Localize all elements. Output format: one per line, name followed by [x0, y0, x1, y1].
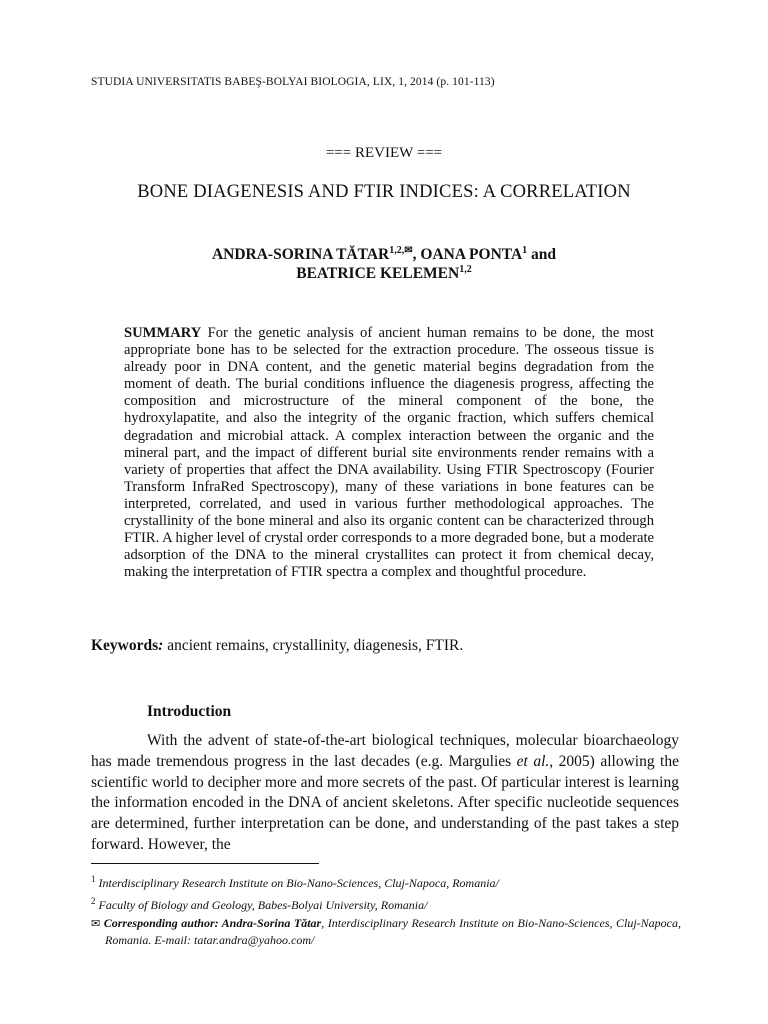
author-1-name: ANDRA-SORINA TĂTAR [211, 246, 390, 263]
author-and: and [527, 246, 557, 263]
author-1-affiliation: 1,2,✉ [389, 244, 413, 256]
keywords [91, 637, 463, 655]
footnote-corresponding-author [91, 916, 681, 947]
envelope-icon: ✉ [91, 918, 101, 931]
author-2-name: OANA PONTA [420, 246, 523, 263]
footnote-1-text: Interdisciplinary Research Institute on Bio-Nano-Sciences, Cluj-Napoca, Romania/ [98, 876, 499, 890]
footnote-1-mark: 1 [91, 874, 96, 884]
footnote-1 [91, 872, 681, 891]
footnote-2 [91, 894, 681, 913]
author-3-name: BEATRICE KELEMEN [296, 265, 460, 282]
intro-citation-etal: et al. [516, 752, 550, 770]
intro-text-part-2: , 2005) allowing the scientific world to decipher more and more secrets of the past. Of particular interest is learning the information encoded in the DNA of ancient skeletons. After specific nucleotide sequences are determined, further interpretation can be done, and understanding of the past takes a step forward. However, the [91, 752, 679, 853]
paper-title: BONE DIAGENESIS AND FTIR INDICES: A CORRELATION [137, 182, 631, 202]
footnote-divider [91, 863, 319, 864]
keywords-text: ancient remains, crystallinity, diagenesis, FTIR. [167, 637, 464, 654]
journal-header: STUDIA UNIVERSITATIS BABEŞ-BOLYAI BIOLOGIA, LIX, 1, 2014 (p. 101-113) [91, 76, 495, 88]
intro-text-part-1: With the advent of state-of-the-art biological techniques, molecular bioarchaeology has made tremendous progress in the last decades (e.g. Margulies [91, 732, 679, 770]
introduction-paragraph [91, 731, 679, 856]
author-2-affiliation: 1 [522, 244, 528, 256]
author-3-affiliation: 1,2 [459, 263, 472, 275]
author-separator: , [412, 246, 421, 263]
author-list [0, 245, 768, 283]
section-heading-introduction: Introduction [147, 703, 232, 720]
footnote-2-text: Faculty of Biology and Geology, Babes-Bolyai University, Romania/ [98, 898, 428, 913]
keywords-colon: : [158, 637, 164, 654]
introduction-body [91, 731, 679, 856]
section-label: === REVIEW === [325, 145, 443, 161]
footnote-2-mark: 2 [91, 896, 96, 907]
footnotes [91, 872, 681, 951]
keywords-label: Keywords [91, 637, 159, 654]
abstract [124, 325, 654, 581]
abstract-label: SUMMARY [124, 325, 202, 341]
abstract-text: For the genetic analysis of ancient human remains to be done, the most appropriate bone has to be selected for the extraction procedure. The osseous tissue is already poor in DNA content, and the genetic material begins degradation from the moment of death. The burial conditions influence the diagenesis progress, affecting the composition and microstructure of the mineral component of the bone, the hydroxylapatite, and also the integrity of the organic fraction, which suffers chemical degradation and microbial attack. A complex interaction between the organic and the mineral part, and the impact of different burial site environments render remains with a variety of properties that affect the DNA availability. Using FTIR Spectroscopy (Fourier Transform InfraRed Spectroscopy), many of these variations in bone features can be interpreted, correlated, and used in various further methodological approaches. The crystallinity of the bone mineral and also its organic content can be characterized through FTIR. A higher level of crystal order corresponds to a more degraded bone, but a moderate adsorption of the DNA to the mineral crystallites can protect it from chemical decay, making the interpretation of FTIR spectra a complex and thoughtful procedure. [124, 325, 654, 581]
corresponding-author-label: Corresponding author: Andra-Sorina Tătar [103, 916, 322, 931]
corresponding-author-details: , Interdisciplinary Research Institute on Bio-Nano-Sciences, Cluj-Napoca, Romania. E-mail: tatar.andra@yahoo.com/ [105, 916, 682, 947]
